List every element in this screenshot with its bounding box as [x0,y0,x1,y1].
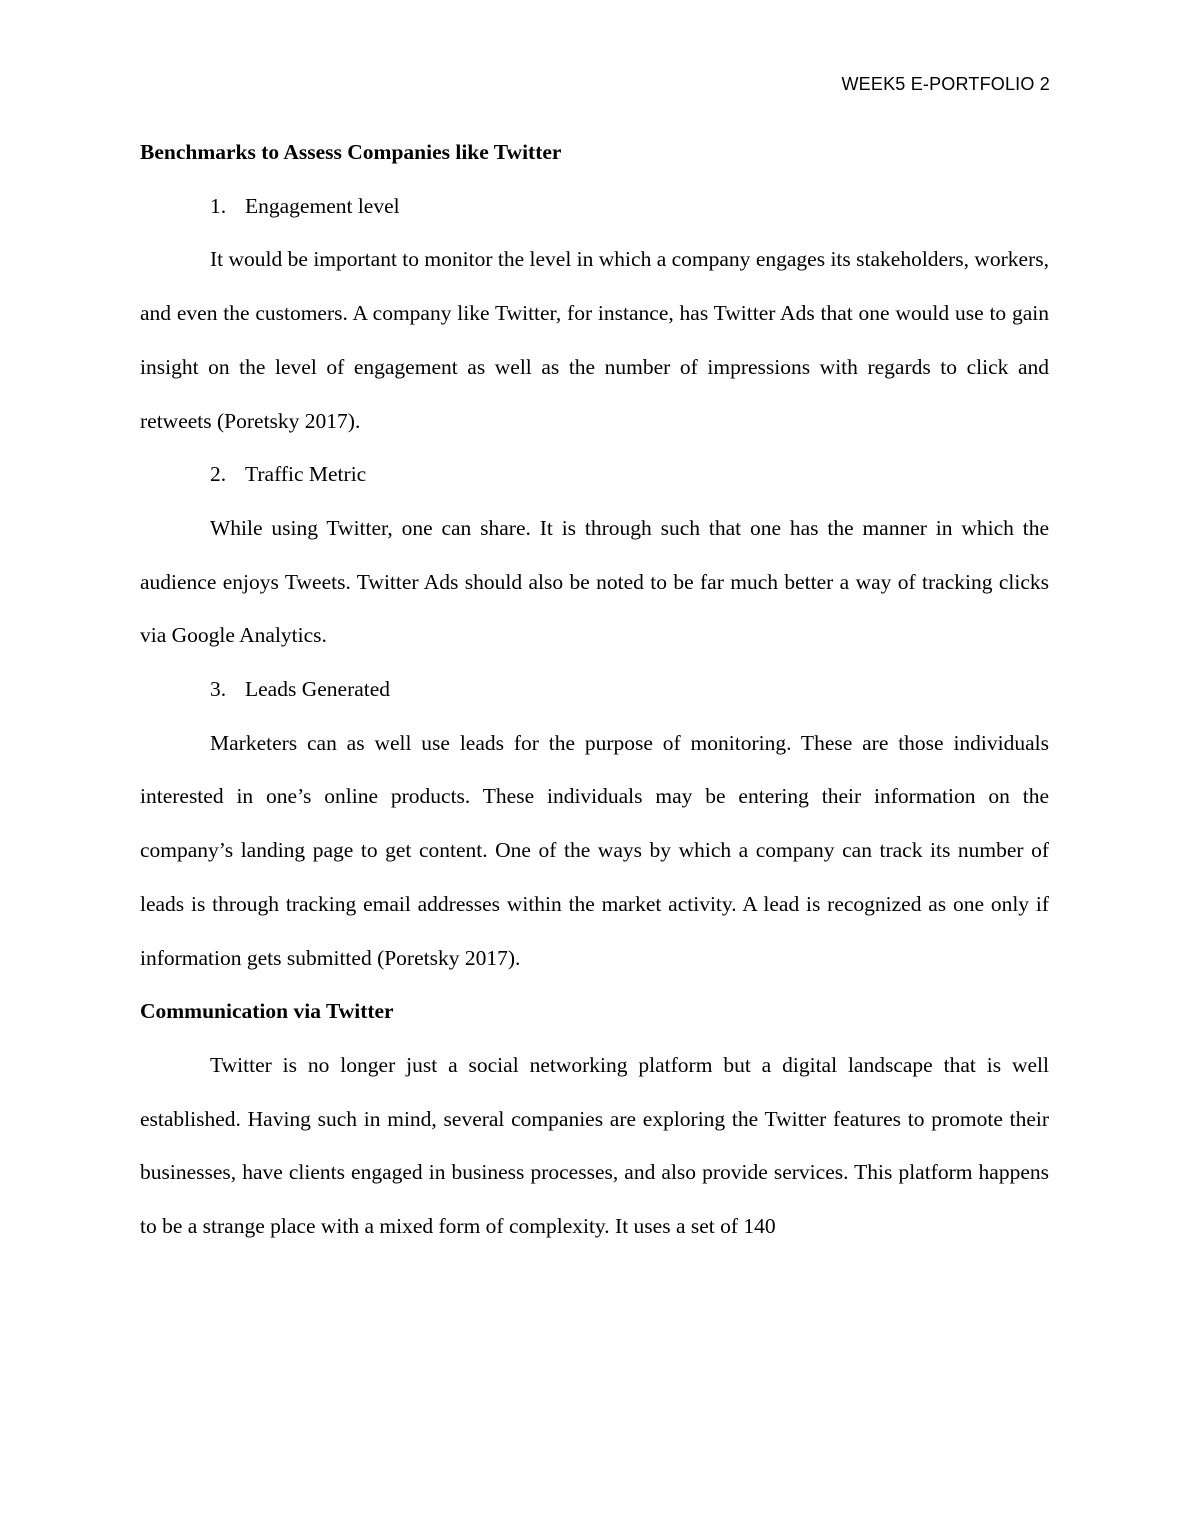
paragraph-communication: Twitter is no longer just a social networking platform but a digital landscape that is well established. Having such in mind, several companies are exploring the Twitter features to promote their businesses, have clients engaged in business processes, and also provide services. This platform happens to be a strange place with a mixed form of complexity. It uses a set of 140 [140,1052,1049,1239]
running-header: WEEK5 E-PORTFOLIO 2 [841,74,1050,94]
list-item-leads [140,663,1049,717]
paragraph-engagement: It would be important to monitor the level in which a company engages its stakeholders, workers, and even the customers. A company like Twitter, for instance, has Twitter Ads that one would use to gain insight on the level of engagement as well as the number of impressions with regards to click and retweets (Poretsky 2017). [140,247,1049,433]
document-body [140,126,1049,1254]
list-number: 3. [210,677,227,702]
list-item-traffic [140,448,1049,502]
list-number: 2. [210,462,227,487]
benchmarks-heading: Benchmarks to Assess Companies like Twitter [140,140,562,164]
list-number: 1. [210,193,227,218]
list-item-engagement [140,180,1049,234]
list-label: Leads Generated [245,677,391,702]
communication-heading: Communication via Twitter [140,999,394,1024]
paragraph-traffic: While using Twitter, one can share. It is through such that one has the manner in which the audience enjoys Tweets. Twitter Ads should also be noted to be far much better a way of tracking clicks via Google Analytics. [140,515,1049,648]
list-label: Traffic Metric [245,462,367,487]
paragraph-leads: Marketers can as well use leads for the purpose of monitoring. These are those individuals interested in one’s online products. These individuals may be entering their information on the company’s landing page to get content. One of the ways by which a company can track its number of leads is through tracking email addresses within the market activity. A lead is recognized as one only if information gets submitted (Poretsky 2017). [140,730,1049,970]
list-label: Engagement level [245,193,400,218]
